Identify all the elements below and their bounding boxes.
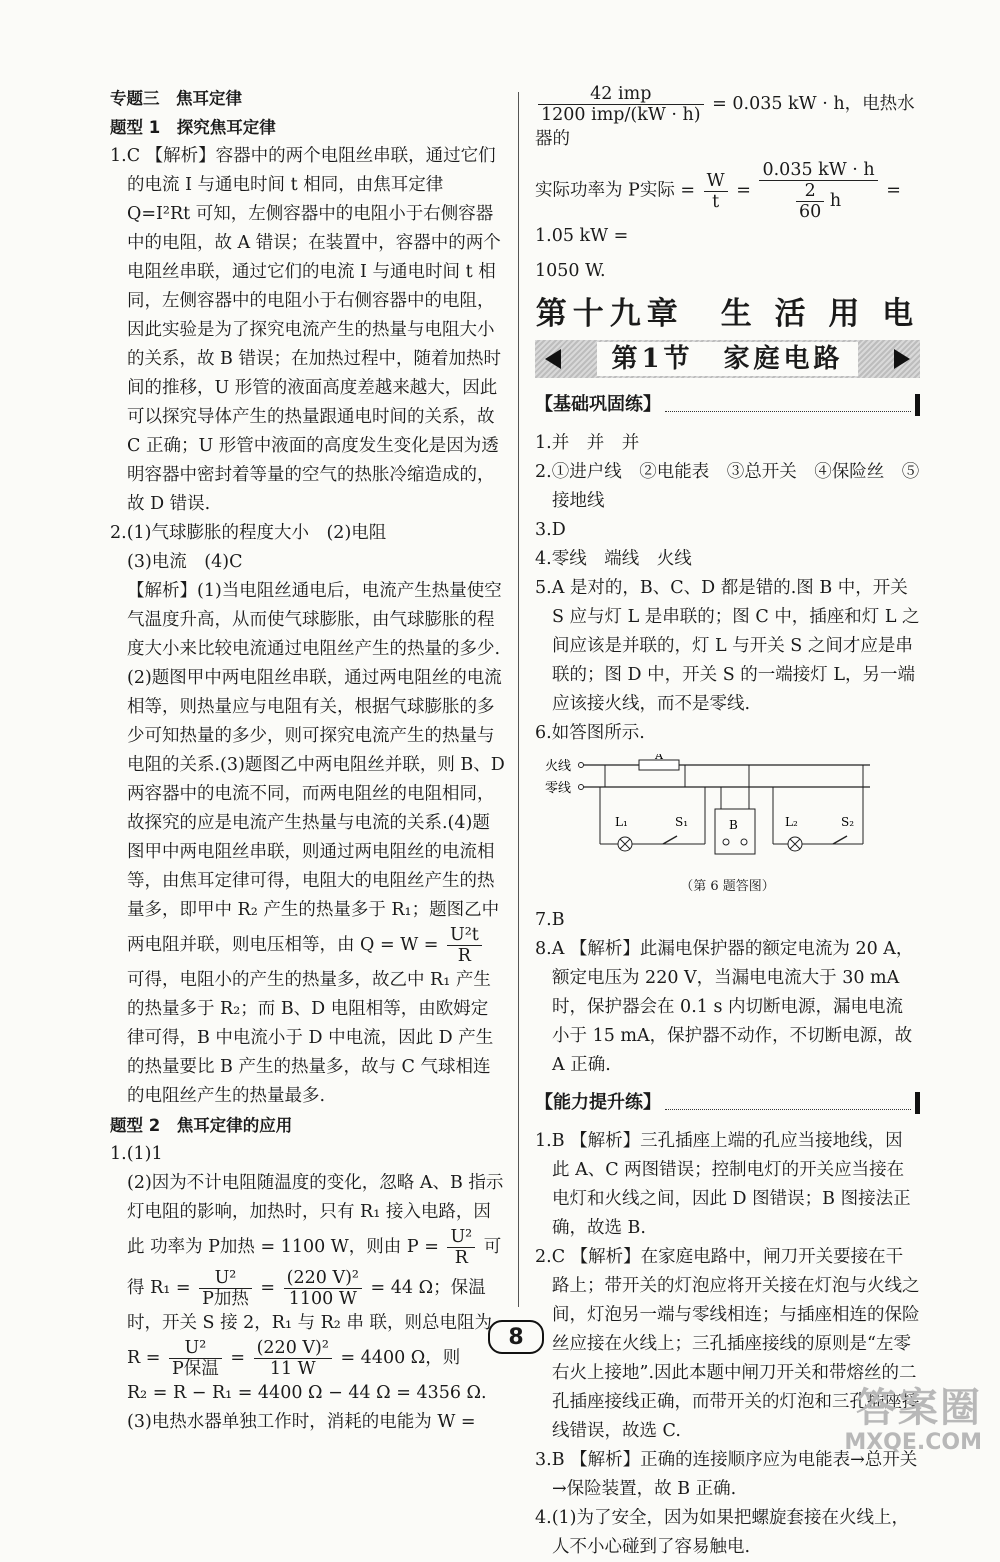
neutral-wire-label: 零线 bbox=[545, 781, 572, 796]
ability-b1: 1.B 【解析】三孔插座上端的孔应当接地线，因此 A、C 两图错误；控制电灯的开关应当接在电灯和火线之间，因此 D 图错误；B 图接法正确，故选 B. bbox=[535, 1131, 911, 1238]
answer-q3-r2: R₂ = R − R₁ = 4400 Ω − 44 Ω = 4356 Ω. bbox=[127, 1383, 487, 1403]
energy-line: $\frac{\text{42 imp}}{\text{1200 imp/(kW · h)}}$ = 0.035 kW · h，电热水器的 bbox=[535, 84, 915, 149]
basic-a3: 3.D bbox=[535, 520, 566, 540]
bar-icon bbox=[915, 1092, 920, 1114]
section-title: 第1节 家庭电路 bbox=[597, 342, 857, 376]
ability-b2: 2.C 【解析】在家庭电路中，闸刀开关要接在干路上；带开关的灯泡应将开关接在灯泡与火线之间，灯泡另一端与零线相连；与插座相连的保险丝应接在火线上；三孔插座接线的原则是“左零右火上接地”.因此本题中闸刀开关和带熔丝的二孔插座接线正确，而带开关的灯泡和三孔插座接线错误，故选 C. bbox=[535, 1247, 920, 1441]
circuit-diagram bbox=[545, 754, 875, 864]
analysis-text-a: 【解析】(1)当电阻丝通电后，电流产生热量使空气温度升高，从而使气球膨胀，由气球膨胀的程度大小来比较电流通过电阻丝产生的热量的多少.(2)题图甲中两电阻丝串联，通过两电阻丝的电流相等，则热量应与电阻有关，根据气球膨胀的多少可知热量的多少，则可探究电流产生的热量与电阻的关系.(3)题图乙中两电阻丝并联，则 B、D 两容器中的电流不同，而两电阻丝的电阻相同，故探究的应是电流产生热量与电流的关系.(4)题图甲中两电阻丝串联，则通过两电阻丝的电流相等，由焦耳定律可得，电阻大的电阻丝产生的热量多，即甲中 R₂ 产生的热量多于 R₁；题图乙中两电阻并联，则电压相等，由 Q = W = bbox=[127, 581, 505, 955]
fraction-u2-pkeep: $\frac{\text{U²}}{\text{P保温}}$ bbox=[169, 1338, 222, 1379]
svg-text:S₂: S₂ bbox=[841, 815, 855, 829]
left-arrow-icon bbox=[545, 349, 561, 369]
basic-a4: 4.零线 端线 火线 bbox=[535, 549, 692, 569]
fraction-220v-11w: $\frac{\text{(220 V)²}}{11 W}$ bbox=[254, 1338, 332, 1379]
svg-text:A: A bbox=[655, 754, 663, 762]
fraction-u2-r: $\frac{\text{U²}}{R}$ bbox=[447, 1227, 475, 1268]
switch-s1-icon bbox=[663, 836, 677, 844]
watermark-logo: 答案圈 MXQE.COM bbox=[844, 1385, 982, 1455]
svg-text:B: B bbox=[729, 818, 738, 832]
power-line: 实际功率为 P实际 = $\frac{W}{t}$ = 0.035 kW · h $\frac{2}{60}$ h = 1.05 kW = bbox=[535, 160, 901, 246]
ability-practice-heading: 【能力提升练】 bbox=[535, 1088, 920, 1117]
answer-q2-line2: (3)电流 (4)C bbox=[127, 552, 243, 572]
svg-text:L₁: L₁ bbox=[615, 815, 628, 829]
section-banner bbox=[535, 340, 920, 378]
answer-q3-1: 1.(1)1 bbox=[110, 1144, 163, 1164]
basic-a2: 2.①进户线 ②电能表 ③总开关 ④保险丝 ⑤接地线 bbox=[535, 462, 920, 511]
basic-a5: 5.A 是对的，B、C、D 都是错的.图 B 中，开关 S 应与灯 L 是串联的；图 C 中，插座和灯 L 之间应该是并联的，灯 L 与开关 S 之间才应是串联的；图 D 中，开关 S 的一端接灯 L，另一端应该接火线，而不是零线. bbox=[535, 578, 920, 714]
fraction-u2-pheat: $\frac{\text{U²}}{\text{P加热}}$ bbox=[199, 1268, 252, 1309]
figure-caption: （第 6 题答图） bbox=[680, 879, 775, 894]
switch-s2-icon bbox=[833, 836, 847, 844]
basic-practice-heading: 【基础巩固练】 bbox=[535, 390, 920, 419]
basic-a8: 8.A 【解析】此漏电保护器的额定电流为 20 A，额定电压为 220 V，当漏电电流大于 30 mA 时，保护器会在 0.1 s 内切断电源，漏电电流小于 15 mA，保护器不动作，不切断电源，故 A 正确. bbox=[535, 939, 914, 1075]
fraction-w-t: $\frac{W}{t}$ bbox=[704, 171, 728, 212]
right-arrow-icon bbox=[894, 349, 910, 369]
type2-heading: 题型 2 焦耳定律的应用 bbox=[110, 1116, 293, 1135]
topic-heading: 专题三 焦耳定律 bbox=[110, 89, 242, 108]
fraction-kwh-time: 0.035 kW · h $\frac{2}{60}$ h bbox=[759, 160, 877, 222]
answer-q1: 1.C 【解析】容器中的两个电阻丝串联，通过它们的电流 I 与通电时间 t 相同，由焦耳定律 Q=I²Rt 可知，左侧容器中的电阻小于右侧容器中的电阻，故 A 错误；在装置中，容器中的两个电阻丝串联，通过它们的电流 I 与通电时间 t 相同，左侧容器中的电阻小于右侧容器中的电阻，因此实验是为了探究电流产生的热量与电阻大小的关系，故 B 错误；在加热过程中，随着加热时间的推移，U 形管的液面高度差越来越大，因此可以探究导体产生的热量跟通电时间的关系，故 C 正确；U 形管中液面的高度发生变化是因为透明容器中密封着等量的空气的热胀冷缩造成的，故 D 错误. bbox=[110, 146, 501, 514]
svg-text:S₁: S₁ bbox=[675, 815, 689, 829]
chapter-title: 第十九章 生 活 用 电 bbox=[535, 296, 920, 332]
left-column bbox=[110, 84, 505, 1437]
answer-q2-analysis bbox=[110, 577, 505, 1111]
live-wire-label: 火线 bbox=[545, 759, 572, 774]
basic-a6: 6.如答图所示. bbox=[535, 723, 645, 743]
page-number: 8 bbox=[488, 1320, 544, 1354]
basic-a7: 7.B bbox=[535, 910, 565, 930]
right-column bbox=[535, 84, 920, 1562]
analysis-text-b: 可得，电阻小的产生的热量多，故乙中 R₁ 产生的热量多于 R₂；而 B、D 电阻相等，由欧姆定律可得，B 中电流小于 D 中电流，因此 D 产生的热量要比 B 产生的热量多，故与 C 气球相连的电阻丝产生的热量最多. bbox=[127, 970, 494, 1106]
ability-b4: 4.(1)为了安全，因为如果把螺旋套接在火线上，人不小心碰到了容易触电. bbox=[535, 1508, 909, 1557]
ability-b3: 3.B 【解析】正确的连接顺序应为电能表→总开关→保险装置，故 B 正确. bbox=[535, 1450, 918, 1499]
answer-q3-2: (2)因为不计电阻随温度的变化，忽略 A、B 指示灯电阻的影响，加热时，只有 R₁ 接入电路，因此 功率为 P加热 = 1100 W，则由 P = $\frac{\text{U²}}{R}$ 可得 R₁ = $\frac{\text{U²}}{\text{P加热}}$ = $\frac{\text{(220 V)²}}{1100 W}$ = 44 Ω；保温时，开关 S 接 2，R₁ 与 R₂ 串 联，则总电阻为 R = $\frac{\text{U²}}{\text{P保温}}$ = $\frac{\text{(220 V)²}}{11 W}$ = 4400 Ω，则 bbox=[127, 1173, 504, 1379]
answer-q2-line1: 2.(1)气球膨胀的程度大小 (2)电阻 bbox=[110, 523, 387, 543]
fraction-u2t-r: $\frac{\text{U²t}}{R}$ bbox=[447, 925, 482, 966]
fraction-imp: $\frac{\text{42 imp}}{\text{1200 imp/(kW · h)}}$ bbox=[538, 84, 704, 125]
fraction-220v-1100w: $\frac{\text{(220 V)²}}{1100 W}$ bbox=[284, 1268, 362, 1309]
bar-icon bbox=[915, 394, 920, 416]
type1-heading: 题型 1 探究焦耳定律 bbox=[110, 118, 276, 137]
circuit-figure bbox=[535, 754, 920, 874]
svg-text:L₂: L₂ bbox=[785, 815, 798, 829]
column-divider bbox=[518, 92, 519, 1307]
answer-q3-3: (3)电热水器单独工作时，消耗的电能为 W = bbox=[127, 1412, 476, 1432]
basic-a1: 1.并 并 并 bbox=[535, 433, 640, 453]
power-result: 1050 W. bbox=[535, 261, 606, 281]
